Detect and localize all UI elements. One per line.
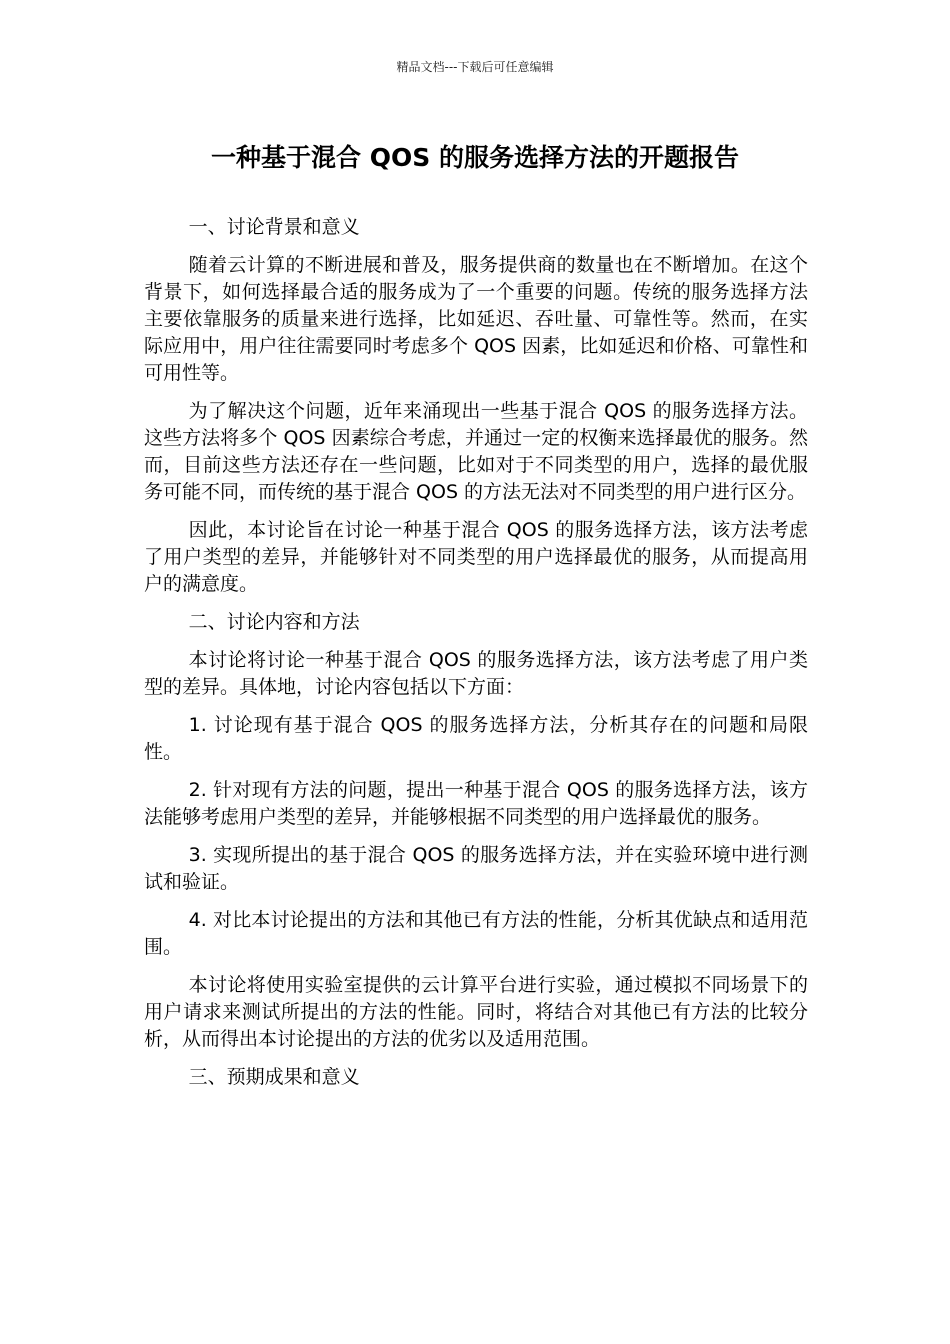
paragraph: 本讨论将使用实验室提供的云计算平台进行实验，通过模拟不同场景下的用户请求来测试所提出的方法的性能。同时，将结合对其他已有方法的比较分析，从而得出本讨论提出的方法的优劣以及适用范围。	[144, 974, 808, 1050]
paragraph: 为了解决这个问题，近年来涌现出一些基于混合 QOS 的服务选择方法。这些方法将多个 QOS 因素综合考虑，并通过一定的权衡来选择最优的服务。然而，目前这些方法还存在一些问题，比如对于不同类型的用户，选择的最优服务可能不同，而传统的基于混合 QOS 的方法无法对不同类型的用户进行区分。	[144, 400, 808, 503]
document-title: 一种基于混合 QOS 的服务选择方法的开题报告	[211, 143, 739, 172]
list-item: 4. 对比本讨论提出的方法和其他已有方法的性能，分析其优缺点和适用范围。	[144, 909, 808, 958]
page-header-note: 精品文档---下载后可任意编辑	[396, 60, 554, 74]
list-item: 2. 针对现有方法的问题，提出一种基于混合 QOS 的服务选择方法，该方法能够考虑用户类型的差异，并能够根据不同类型的用户选择最优的服务。	[144, 779, 808, 828]
paragraph: 本讨论将讨论一种基于混合 QOS 的服务选择方法，该方法考虑了用户类型的差异。具体地，讨论内容包括以下方面：	[144, 649, 808, 698]
section-heading: 一、讨论背景和意义	[188, 216, 360, 238]
section-heading: 三、预期成果和意义	[188, 1066, 360, 1088]
document-body	[144, 214, 808, 1102]
list-item: 1. 讨论现有基于混合 QOS 的服务选择方法，分析其存在的问题和局限性。	[144, 714, 808, 763]
list-item: 3. 实现所提出的基于混合 QOS 的服务选择方法，并在实验环境中进行测试和验证。	[144, 844, 808, 893]
paragraph: 随着云计算的不断进展和普及，服务提供商的数量也在不断增加。在这个背景下，如何选择最合适的服务成为了一个重要的问题。传统的服务选择方法主要依靠服务的质量来进行选择，比如延迟、吞吐量、可靠性等。然而，在实际应用中，用户往往需要同时考虑多个 QOS 因素，比如延迟和价格、可靠性和可用性等。	[144, 254, 808, 384]
section-heading: 二、讨论内容和方法	[188, 611, 360, 633]
paragraph: 因此，本讨论旨在讨论一种基于混合 QOS 的服务选择方法，该方法考虑了用户类型的差异，并能够针对不同类型的用户选择最优的服务，从而提高用户的满意度。	[144, 519, 808, 595]
